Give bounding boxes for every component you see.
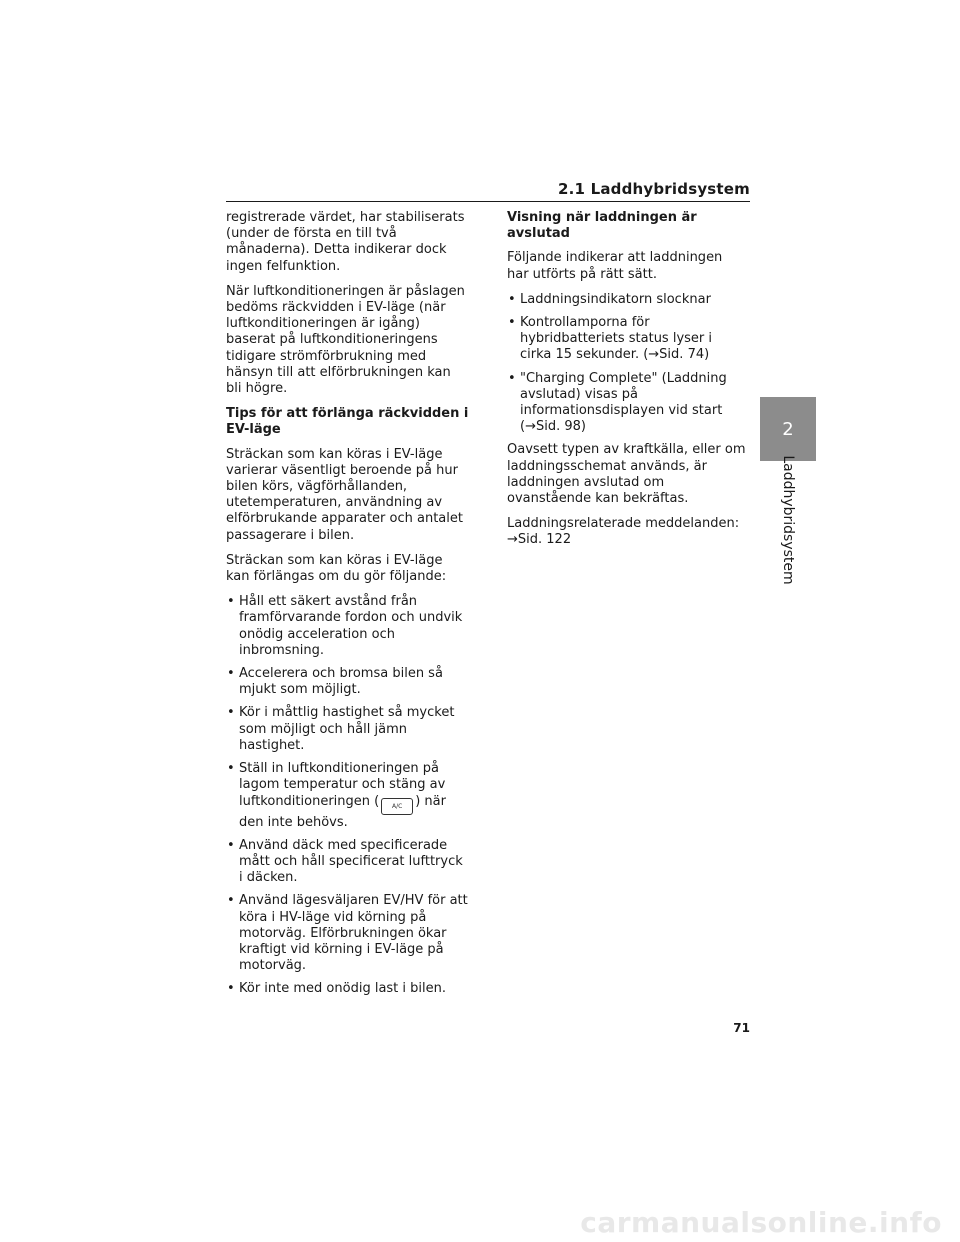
- paragraph-reference: Laddningsrelaterade meddelanden: →Sid. 122: [507, 516, 740, 548]
- list-item: • Använd lägesväljaren EV/HV för att köra i HV-läge vid körning på motorväg. Elförbrukningen ökar kraftigt vid körning i EV-läge på motorväg.: [226, 893, 470, 974]
- charging-complete-list: [507, 292, 747, 436]
- ac-button-icon: A/C: [381, 798, 413, 815]
- list-item: • Håll ett säkert avstånd från framförvarande fordon och undvik onödig acceleration och inbromsning.: [226, 594, 470, 659]
- list-item: • Kontrollamporna för hybridbatteriets status lyser i cirka 15 sekunder. (→Sid. 74): [507, 315, 747, 364]
- paragraph: Oavsett typen av kraftkälla, eller om laddningsschemat används, är laddningen avslutad om ovanstående kan bekräftas.: [507, 442, 746, 507]
- list-item-ac: [226, 761, 470, 831]
- paragraph: Sträckan som kan köras i EV-läge kan förlängas om du gör följande:: [226, 552, 447, 585]
- list-item: • Accelerera och bromsa bilen så mjukt som möjligt.: [226, 666, 470, 698]
- chapter-label: Laddhybridsystem: [780, 455, 796, 585]
- right-column: [507, 210, 747, 558]
- paragraph: När luftkonditioneringen är påslagen bedöms räckvidden i EV-läge (när luftkonditioneringen är igång) baserat på luftkonditioneringens tidigare strömförbrukning med hänsyn till att elförbrukningen kan bli högre.: [226, 283, 465, 397]
- list-item: • "Charging Complete" (Laddning avslutad) visas på informationsdisplayen vid start (→Sid. 98): [507, 371, 747, 436]
- section-heading: Tips för att förlänga räckvidden i EV-läge: [226, 406, 469, 438]
- left-column: [226, 210, 470, 1005]
- tips-list: [226, 594, 470, 997]
- section-heading: Visning när laddningen är avslutad: [507, 210, 697, 242]
- list-item: • Kör i måttlig hastighet så mycket som möjligt och håll jämn hastighet.: [226, 705, 470, 754]
- list-item: • Kör inte med onödig last i bilen.: [226, 981, 470, 997]
- watermark: carmanualsonline.info: [580, 1206, 942, 1239]
- paragraph: registrerade värdet, har stabiliserats (under de första en till två månaderna). Detta indikerar dock ingen felfunktion.: [226, 210, 465, 274]
- section-title: 2.1 Laddhybridsystem: [557, 180, 750, 198]
- list-item: • Laddningsindikatorn slocknar: [507, 292, 747, 308]
- list-item: • Använd däck med specificerade mått och håll specificerat lufttryck i däcken.: [226, 838, 470, 887]
- paragraph: Sträckan som kan köras i EV-läge varierar väsentligt beroende på hur bilen körs, vägförhållanden, utetemperaturen, användning av elförbrukande apparater och antalet passagerare i bilen.: [226, 446, 463, 543]
- header-divider: [226, 201, 750, 202]
- ac-text-before: Ställ in luftkonditioneringen på lagom temperatur och stäng av luftkonditioneringen (: [239, 761, 446, 809]
- page-number: 71: [733, 1021, 750, 1035]
- paragraph: Följande indikerar att laddningen har utförts på rätt sätt.: [507, 250, 723, 282]
- chapter-number: 2: [782, 418, 794, 440]
- chapter-tab: [760, 397, 816, 461]
- ac-text-after: ) när den inte behövs.: [239, 793, 446, 830]
